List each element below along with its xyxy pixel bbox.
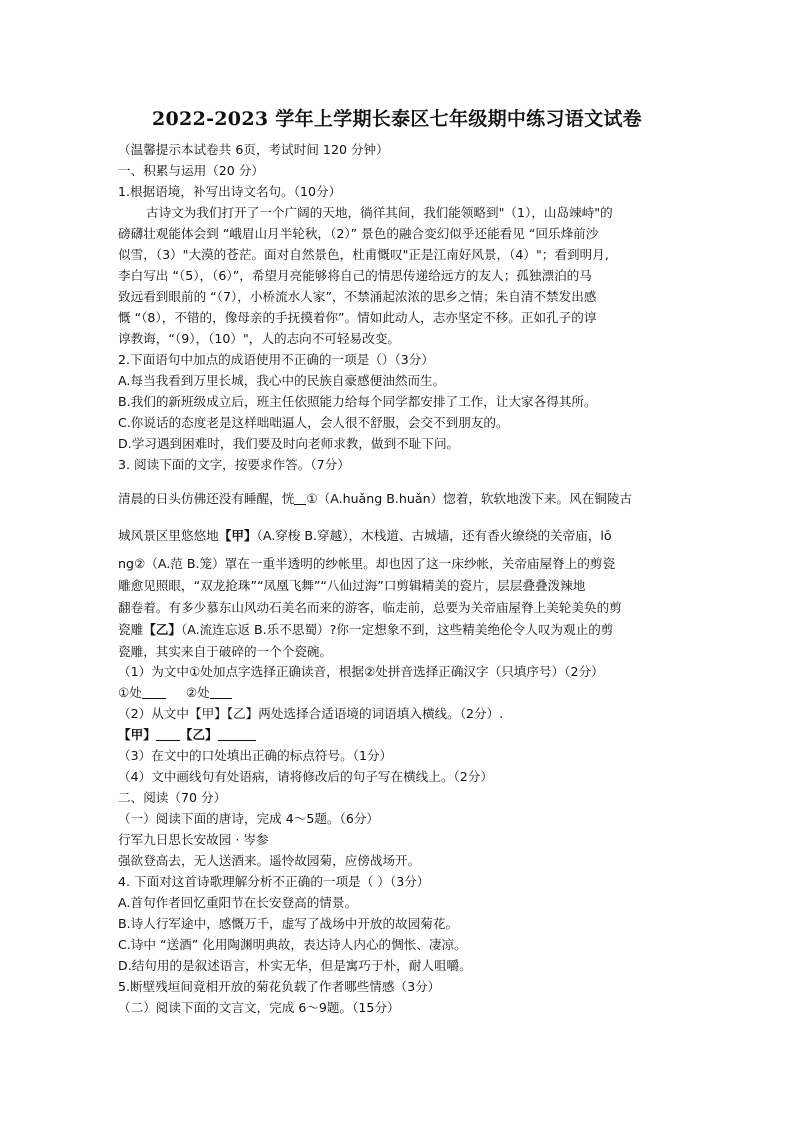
- q4-option-a: A.首句作者回忆重阳节在长安登高的情景。: [118, 895, 358, 910]
- q2-option-a: A.每当我看到万里长城，我心中的民族自豪感便油然而生。: [118, 373, 446, 388]
- passage-line: 瓷雕，其实来自于破碎的一个个瓷碗。: [118, 644, 333, 659]
- q4-option-d: D.结句用的是叙述语言，朴实无华，但是寓巧于朴，耐人咀嚼。: [118, 958, 472, 973]
- section-1-heading: 一、积累与运用（20 分）: [118, 163, 264, 178]
- q1-paragraph-line: 磅礴壮观能体会到 “峨眉山月半轮秋，（2）” 景色的融合变幻似乎还能看见 “回乐烽前沙: [118, 226, 599, 241]
- q1-paragraph-line: 李白写出 “（5），（6）”，希望月亮能够将自己的情思传递给远方的友人；孤独漂泊的马: [118, 268, 592, 283]
- blank-marker-jia: 【甲】: [218, 528, 257, 543]
- answer-blank: [218, 728, 256, 741]
- q2-option-d: D.学习遇到困难时，我们要及时向老师求教，做到不耻下问。: [118, 436, 460, 451]
- passage-text: （A.穿梭 B.穿越），木栈道、古城墙，还有香火缭绕的关帝庙，lō: [256, 528, 612, 543]
- q2-option-b: B.我们的新班级成立后，班主任依照能力给每个同学都安排了工作，让大家各得其所。: [118, 394, 597, 409]
- exam-title: 2022-2023 学年上学期长泰区七年级期中练习语文试卷: [152, 108, 642, 130]
- q1-paragraph-line: 古诗文为我们打开了一个广阔的天地，徜徉其间，我们能领略到"（1），山岛竦峙"的: [146, 205, 613, 220]
- question-3: 3. 阅读下面的文字，按要求作答。（7分）: [118, 457, 350, 472]
- answer-label: ①处: [118, 685, 142, 700]
- q4-option-b: B.诗人行军途中，感慨万千，虚写了战场中开放的故园菊花。: [118, 916, 459, 931]
- question-4: 4. 下面对这首诗歌理解分析不正确的一项是（ ）（3分）: [118, 874, 430, 889]
- question-5: 5.断壁残垣间竟相开放的菊花负载了作者哪些情感（3分）: [118, 979, 441, 994]
- passage-text: 瓷雕: [118, 622, 144, 637]
- q2-option-c: C.你说话的态度老是这样咄咄逼人，会人很不舒服，会交不到朋友的。: [118, 415, 509, 430]
- q1-paragraph-line: 慨 “（8），不错的，像母亲的手抚摸着你”。情如此动人，志亦坚定不移。正如孔子的谆: [118, 310, 597, 325]
- passage-text: 城风景区里悠悠地: [118, 528, 219, 543]
- q4-option-c: C.诗中 “送酒” 化用陶渊明典故，表达诗人内心的惆怅、凄凉。: [118, 937, 467, 952]
- answer-blank: [156, 728, 180, 741]
- question-1: 1.根据语境，补写出诗文名句。（10分）: [118, 184, 342, 199]
- q3-sub-2: （2）从文中【甲】【乙】两处选择合适语境的词语填入横线。（2分）.: [118, 706, 504, 721]
- blank-line: [294, 492, 306, 505]
- q1-paragraph-line: 似雪，（3）"大漠的苍茫。面对自然景色，杜甫慨叹"正是江南好风景，（4）"；看到明月,: [118, 247, 609, 262]
- q3-sub-4: （4）文中画线句有处语病，请将修改后的句子写在横线上。（2分）: [118, 769, 493, 784]
- passage-text: （A.流连忘返 B.乐不思蜀）?你一定想象不到，这些精美绝伦令人叹为观止的剪: [180, 622, 614, 637]
- reading-part-1: （一）阅读下面的唐诗，完成 4～5题。（6分）: [118, 811, 380, 826]
- passage-line: [118, 491, 632, 507]
- answer-label: 【甲】: [118, 727, 156, 742]
- passage-line: 雕愈见照眼，“双龙抢珠”“凤凰飞舞”“八仙过海”口剪辑精美的瓷片，层层叠叠泼辣地: [118, 578, 586, 593]
- passage-text: 清晨的日头仿佛还没有睡醒，恍: [118, 491, 295, 506]
- passage-line: ng②（A.范 B.笼）罩在一重半透明的纱帐里。却也因了这一床纱帐，关帝庙屋脊上的剪瓷: [118, 556, 616, 571]
- answer-blank: [210, 686, 232, 699]
- answer-label: 【乙】: [179, 727, 218, 742]
- answer-label: ②处: [185, 685, 210, 700]
- passage-line: [118, 622, 613, 638]
- blank-marker-yi: 【乙】: [143, 622, 181, 637]
- passage-line: 翻卷着。有多少慕东山风动石美名而来的游客，临走前，总要为关帝庙屋脊上美轮美奂的剪: [118, 600, 622, 615]
- q1-paragraph-line: 致远看到眼前的 “（7），小桥流水人家”，不禁涌起浓浓的思乡之情；朱自清不禁发出感: [118, 289, 597, 304]
- passage-text: ①（A.huǎng B.huǎn）惚着，软软地泼下来。风在铜陵古: [306, 491, 633, 506]
- q1-paragraph-line: 谆教诲，“（9），（10）"，人的志向不可轻易改变。: [118, 331, 400, 346]
- reading-part-2: （二）阅读下面的文言文，完成 6～9题。（15分）: [118, 1000, 400, 1015]
- q3-answer-row-1: [118, 685, 232, 701]
- passage-line: [118, 528, 612, 544]
- poem-title: 行军九日思长安故园 · 岑参: [118, 832, 269, 847]
- q3-answer-row-2: [118, 727, 256, 743]
- section-2-heading: 二、阅读（70 分）: [118, 790, 227, 805]
- q3-sub-3: （3）在文中的口处填出正确的标点符号。（1分）: [118, 748, 393, 763]
- answer-blank: [142, 686, 166, 699]
- poem-body: 强欲登高去，无人送酒来。遥怜故园菊，应傍战场开。: [118, 853, 421, 868]
- exam-note: （温馨提示本试卷共 6页，考试时间 120 分钟）: [118, 142, 389, 157]
- question-2: 2.下面语句中加点的成语使用不正确的一项是（）（3分）: [118, 352, 434, 367]
- q3-sub-1: （1）为文中①处加点字选择正确读音，根据②处拼音选择正确汉字（只填序号）（2分）: [118, 664, 604, 679]
